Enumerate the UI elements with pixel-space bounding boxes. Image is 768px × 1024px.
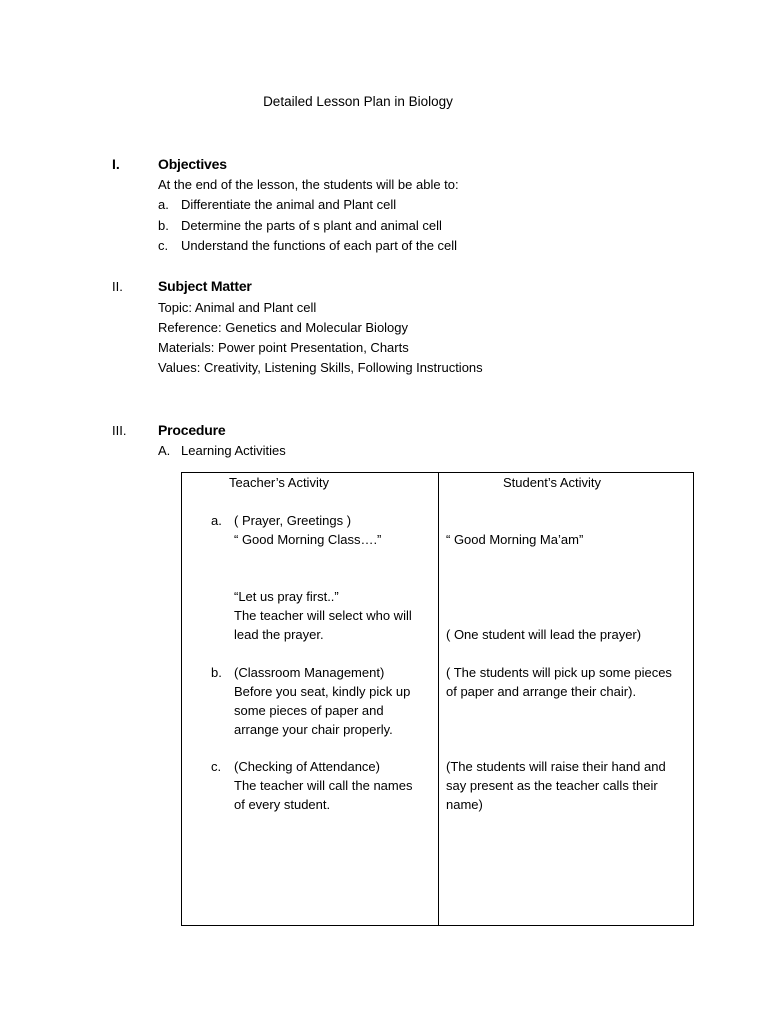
- objective-item-text: Understand the functions of each part of the cell: [181, 238, 458, 253]
- subject-matter-reference: Reference: Genetics and Molecular Biology: [158, 320, 409, 335]
- teacher-line: ( Prayer, Greetings ): [234, 513, 352, 528]
- student-line: (The students will raise their hand and: [446, 759, 666, 774]
- objective-item-label: b.: [158, 218, 169, 233]
- teacher-line: The teacher will select who will: [234, 608, 412, 623]
- objective-item-text: Differentiate the animal and Plant cell: [181, 197, 397, 212]
- section-heading-procedure: Procedure: [158, 422, 226, 438]
- objective-item-label: c.: [158, 238, 169, 253]
- teacher-item-label: a.: [211, 513, 222, 528]
- teacher-line: arrange your chair properly.: [234, 722, 393, 737]
- student-line: “ Good Morning Ma’am”: [446, 532, 584, 547]
- teacher-line: lead the prayer.: [234, 627, 324, 642]
- section-heading-objectives: Objectives: [158, 156, 227, 172]
- section-heading-subject-matter: Subject Matter: [158, 278, 252, 294]
- section-number-procedure: III.: [112, 423, 127, 438]
- table-column-divider: [438, 473, 439, 925]
- teacher-item-label: c.: [211, 759, 222, 774]
- teacher-line: (Checking of Attendance): [234, 759, 380, 774]
- teacher-item-label: b.: [211, 665, 222, 680]
- document-title: Detailed Lesson Plan in Biology: [263, 94, 453, 109]
- objective-item-text: Determine the parts of s plant and animal cell: [181, 218, 442, 233]
- student-line: name): [446, 797, 483, 812]
- objectives-intro: At the end of the lesson, the students will be able to:: [158, 177, 459, 192]
- teacher-line: “Let us pray first..”: [234, 589, 339, 604]
- subject-matter-values: Values: Creativity, Listening Skills, Following Instructions: [158, 360, 483, 375]
- student-activity-header: Student’s Activity: [503, 475, 602, 490]
- teacher-line: some pieces of paper and: [234, 703, 384, 718]
- student-line: of paper and arrange their chair).: [446, 684, 637, 699]
- teacher-line: of every student.: [234, 797, 331, 812]
- subject-matter-materials: Materials: Power point Presentation, Charts: [158, 340, 409, 355]
- section-number-objectives: I.: [112, 156, 120, 172]
- teacher-line: Before you seat, kindly pick up: [234, 684, 411, 699]
- objective-item-label: a.: [158, 197, 169, 212]
- subject-matter-topic: Topic: Animal and Plant cell: [158, 300, 317, 315]
- procedure-sub-text: Learning Activities: [181, 443, 286, 458]
- procedure-sub-label: A.: [158, 443, 171, 458]
- student-line: ( The students will pick up some pieces: [446, 665, 672, 680]
- teacher-line: “ Good Morning Class….”: [234, 532, 382, 547]
- teacher-line: (Classroom Management): [234, 665, 385, 680]
- teacher-activity-header: Teacher’s Activity: [229, 475, 329, 490]
- student-line: say present as the teacher calls their: [446, 778, 658, 793]
- section-number-subject-matter: II.: [112, 279, 123, 294]
- teacher-line: The teacher will call the names: [234, 778, 413, 793]
- learning-activities-table: [181, 472, 694, 926]
- student-line: ( One student will lead the prayer): [446, 627, 642, 642]
